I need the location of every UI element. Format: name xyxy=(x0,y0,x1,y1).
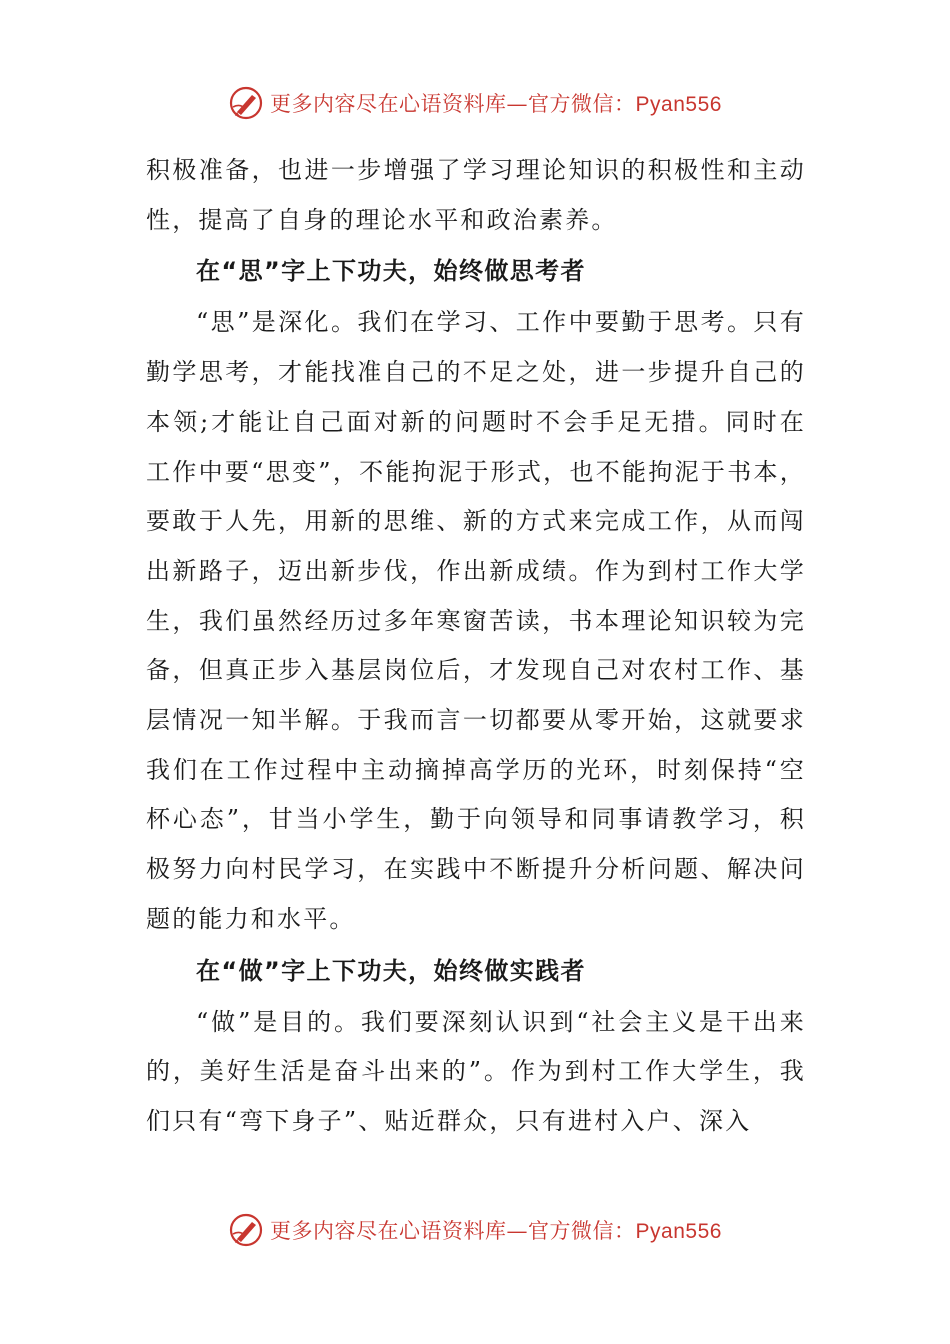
wechat-id: Pyan556 xyxy=(635,93,722,116)
watermark-text: 更多内容尽在心语资料库—官方微信：Pyan556 xyxy=(270,92,722,116)
wechat-id: Pyan556 xyxy=(635,1220,722,1243)
continuation-paragraph: 积极准备，也进一步增强了学习理论知识的积极性和主动性，提高了自身的理论水平和政治素养。 xyxy=(146,156,806,234)
section-heading-think: 在“思”字上下功夫，始终做思考者 xyxy=(196,257,586,286)
paragraph-do: “做”是目的。我们要深刻认识到“社会主义是干出来的，美好生活是奋斗出来的”。作为到村工作大学生，我们只有“弯下身子”、贴近群众，只有进村入户、深入 xyxy=(146,1007,806,1135)
paragraph-think: “思”是深化。我们在学习、工作中要勤于思考。只有勤学思考，才能找准自己的不足之处，进一步提升自己的本领;才能让自己面对新的问题时不会手足无措。同时在工作中要“思变”，不能拘泥于形式，也不能拘泥于书本，要敢于人先，用新的思维、新的方式来完成工作，从而闯出新路子，迈出新步伐，作出新成绩。作为到村工作大学生，我们虽然经历过多年寒窗苦读，书本理论知识较为完备，但真正步入基层岗位后，才发现自己对农村工作、基层情况一知半解。于我而言一切都要从零开始，这就要求我们在工作过程中主动摘掉高学历的光环，时刻保持“空杯心态”，甘当小学生，勤于向领导和同事请教学习，积极努力向村民学习，在实践中不断提升分析问题、解决问题的能力和水平。 xyxy=(146,308,806,933)
pen-circle-logo-icon xyxy=(228,1212,264,1248)
pen-circle-logo-icon xyxy=(228,85,264,121)
watermark-text: 更多内容尽在心语资料库—官方微信：Pyan556 xyxy=(270,1219,722,1243)
document-body xyxy=(146,146,806,1147)
header-watermark-banner xyxy=(0,80,950,126)
footer-watermark-banner xyxy=(0,1207,950,1253)
section-heading-do: 在“做”字上下功夫，始终做实践者 xyxy=(196,956,586,985)
